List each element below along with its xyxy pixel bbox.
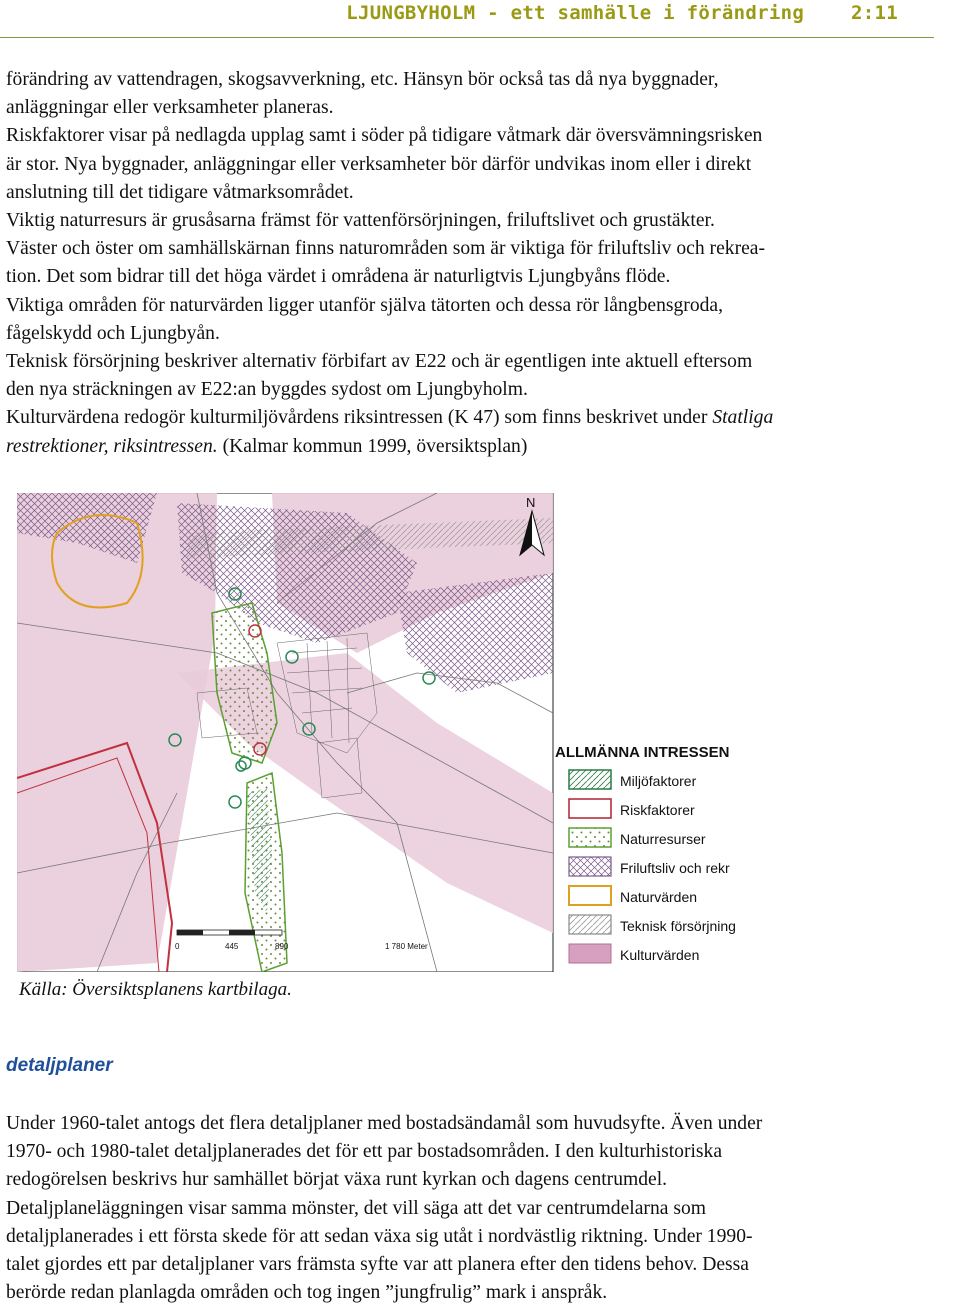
scale-label: 890 (275, 942, 289, 951)
legend-item-naturresurser (569, 828, 706, 847)
italic-text: restrektioner, riksintressen. (6, 435, 218, 457)
paragraph-2 (6, 122, 960, 207)
legend (555, 744, 736, 963)
legend-label: Riskfaktorer (620, 802, 695, 818)
legend-title: ALLMÄNNA INTRESSEN (555, 744, 730, 761)
section-heading: detaljplaner (6, 1055, 113, 1076)
intro-text (6, 66, 960, 461)
paragraph-5 (6, 292, 960, 348)
scale-label: 0 (175, 942, 180, 951)
text-line: Viktiga områden för naturvärden ligger utanför själva tätorten och dessa rör långbensgroda, (6, 294, 724, 316)
text-line: Väster och öster om samhällskärnan finns naturområden som är viktiga för friluftsliv och rekrea- (6, 238, 766, 260)
text-line: Teknisk försörjning beskriver alternativ förbifart av E22 och är egentligen inte aktuell eftersom (6, 351, 753, 373)
legend-item-teknisk (569, 915, 736, 934)
page-number: 2:11 (851, 2, 898, 24)
text-line: anläggningar eller verksamheter planeras. (6, 97, 334, 119)
north-label: N (526, 495, 536, 510)
map-caption: Källa: Översiktsplanens kartbilaga. (19, 979, 292, 1000)
text-line: är stor. Nya byggnader, anläggningar eller verksamheter bör därför undvikas inom eller i direkt (6, 153, 752, 175)
legend-item-miljofaktorer (569, 770, 697, 789)
paragraph-1 (6, 66, 960, 122)
text-line: berörde redan planlagda områden och tog ingen ”jungfrulig” mark i anspråk. (6, 1282, 608, 1304)
paragraph-7 (6, 404, 960, 460)
italic-text: Statliga (712, 407, 774, 429)
text-line: den nya sträckningen av E22:an byggdes sydost om Ljungbyholm. (6, 379, 528, 401)
scale-label: 445 (225, 942, 239, 951)
legend-item-riskfaktorer (569, 799, 695, 818)
legend-label: Kulturvärden (620, 947, 700, 963)
text-line: Viktig naturresurs är grusåsarna främst för vattenförsörjningen, friluftslivet och grustäkter. (6, 210, 715, 232)
legend-item-friluftsliv (569, 857, 730, 876)
paragraph-6 (6, 348, 960, 404)
paragraph-3 (6, 207, 960, 235)
text-line: Detaljplaneläggningen visar samma mönster, det vill säga att det var centrumdelarna som (6, 1197, 707, 1219)
legend-item-naturvarden (569, 886, 697, 905)
text-line: förändring av vattendragen, skogsavverkning, etc. Hänsyn bör också tas då nya byggnader, (6, 69, 719, 90)
text-line: Under 1960-talet antogs det flera detaljplaner med bostadsändamål som huvudsyfte. Även under (6, 1113, 763, 1134)
text-line: anslutning till det tidigare våtmarksområdet. (6, 181, 354, 203)
legend-label: Naturvärden (620, 889, 698, 905)
text-line: fågelskydd och Ljungbyån. (6, 322, 220, 344)
text-line: 1970- och 1980-talet detaljplanerades det för ett par bostadsområden. I den kulturhistoriska (6, 1141, 723, 1163)
legend-label: Friluftsliv och rekr (620, 860, 730, 876)
header-title (346, 2, 898, 24)
text-line: tion. Det som bidrar till det höga värdet i områdena är naturligtvis Ljungbyåns flöde. (6, 266, 671, 288)
legend-label: Naturresurser (620, 831, 706, 847)
legend-label: Teknisk försörjning (620, 918, 736, 934)
page-header (0, 0, 934, 38)
section-text (6, 1110, 960, 1307)
map-figure (17, 493, 956, 972)
text-line: Riskfaktorer visar på nedlagda upplag samt i söder på tidigare våtmark där översvämningsrisken (6, 125, 763, 147)
header-title-text: LJUNGBYHOLM - ett samhälle i förändring (346, 2, 805, 24)
text-line: detaljplanerades i ett första skede för att sedan växa sig utåt i nordvästlig riktning. Under 1990- (6, 1225, 753, 1247)
text-line: (Kalmar kommun 1999, översiktsplan) (217, 435, 528, 457)
paragraph-4 (6, 235, 960, 291)
scale-label: 1 780 Meter (385, 942, 428, 951)
legend-label: Miljöfaktorer (620, 773, 697, 789)
text-line: Kulturvärdena redogör kulturmiljövårdens riksintressen (K 47) som finns beskrivet under (6, 407, 713, 429)
text-line: redogörelsen beskrivs hur samhället börjat växa runt kyrkan och dagens centrumdel. (6, 1169, 668, 1191)
text-line: talet gjordes ett par detaljplaner vars främsta syfte var att planera efter den tidens behov. Dessa (6, 1254, 749, 1276)
legend-item-kulturvarden (569, 944, 699, 963)
